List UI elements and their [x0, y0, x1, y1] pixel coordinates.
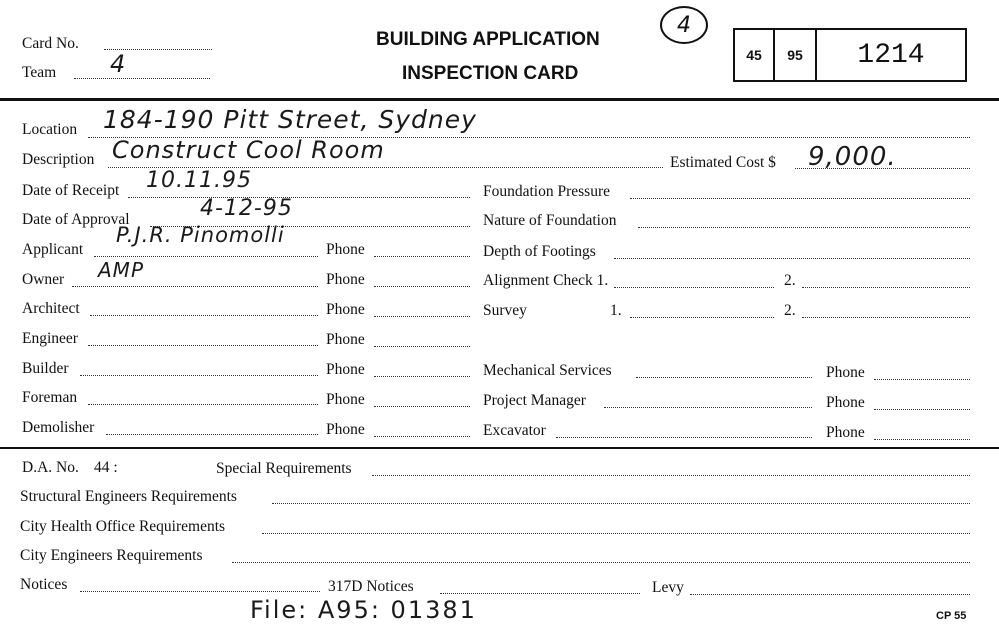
date-approval-label: Date of Approval [22, 211, 130, 228]
project-manager-label: Project Manager [483, 392, 586, 409]
levy-field[interactable] [690, 594, 970, 595]
notices-label: Notices [20, 576, 68, 593]
builder-label: Builder [22, 360, 69, 377]
architect-phone-label: Phone [326, 301, 365, 318]
engineer-phone-field[interactable] [374, 346, 470, 347]
owner-phone-field[interactable] [374, 286, 470, 287]
engineer-field[interactable] [88, 345, 318, 346]
survey-1-label: 1. [610, 302, 622, 319]
date-receipt-field[interactable] [128, 197, 470, 198]
survey-2-label: 2. [784, 302, 796, 319]
date-receipt-value: 10.11.95 [146, 168, 252, 193]
builder-phone-field[interactable] [374, 376, 470, 377]
architect-label: Architect [22, 300, 80, 317]
demolisher-label: Demolisher [22, 419, 95, 436]
health-requirements-label: City Health Office Requirements [20, 518, 226, 535]
project-manager-phone-field[interactable] [874, 409, 970, 410]
mechanical-label: Mechanical Services [483, 362, 612, 379]
engineer-phone-label: Phone [326, 331, 365, 348]
project-manager-field[interactable] [604, 407, 812, 408]
depth-footings-field[interactable] [614, 258, 970, 259]
engineer-label: Engineer [22, 330, 78, 347]
notices-field[interactable] [80, 591, 320, 592]
mechanical-phone-label: Phone [826, 364, 865, 381]
notices-317d-field[interactable] [440, 593, 640, 594]
owner-field[interactable] [72, 286, 318, 287]
card-no-label: Card No. [22, 35, 79, 52]
owner-phone-label: Phone [326, 271, 365, 288]
demolisher-phone-label: Phone [326, 421, 365, 438]
section-rule [0, 447, 999, 449]
health-requirements-field[interactable] [262, 533, 970, 534]
title-line-1: BUILDING APPLICATION [376, 29, 600, 50]
excavator-field[interactable] [556, 437, 812, 438]
box-year: 45 [746, 47, 762, 63]
city-engineers-requirements-label: City Engineers Requirements [20, 547, 203, 564]
survey-2-field[interactable] [802, 317, 970, 318]
survey-label: Survey [483, 302, 527, 319]
demolisher-phone-field[interactable] [374, 436, 470, 437]
builder-phone-label: Phone [326, 361, 365, 378]
da-no-label: D.A. No. [22, 459, 79, 476]
survey-1-field[interactable] [630, 317, 774, 318]
foreman-label: Foreman [22, 389, 78, 406]
notices-317d-label: 317D Notices [328, 578, 414, 595]
architect-field[interactable] [90, 315, 318, 316]
estimated-cost-value: 9,000. [808, 142, 897, 172]
foundation-pressure-label: Foundation Pressure [483, 183, 611, 200]
depth-footings-label: Depth of Footings [483, 243, 596, 260]
location-value: 184-190 Pitt Street, Sydney [103, 105, 477, 134]
structural-requirements-field[interactable] [272, 503, 970, 504]
applicant-phone-label: Phone [326, 241, 365, 258]
mechanical-field[interactable] [636, 377, 812, 378]
team-label: Team [22, 64, 57, 81]
alignment-check-label: Alignment Check 1. [483, 272, 609, 289]
project-manager-phone-label: Phone [826, 394, 865, 411]
form-code: CP 55 [936, 610, 967, 622]
applicant-label: Applicant [22, 241, 84, 258]
excavator-label: Excavator [483, 422, 546, 439]
title-line-2: INSPECTION CARD [402, 63, 579, 84]
applicant-phone-field[interactable] [374, 256, 470, 257]
applicant-value: P.J.R. Pinomolli [116, 223, 285, 247]
alignment-check-1-field[interactable] [614, 287, 774, 288]
applicant-field[interactable] [94, 256, 318, 257]
demolisher-field[interactable] [106, 434, 318, 435]
date-receipt-label: Date of Receipt [22, 182, 120, 199]
estimated-cost-label: Estimated Cost $ [670, 154, 776, 171]
excavator-phone-field[interactable] [874, 439, 970, 440]
city-engineers-requirements-field[interactable] [232, 562, 970, 563]
mechanical-phone-field[interactable] [874, 379, 970, 380]
excavator-phone-label: Phone [826, 424, 865, 441]
special-requirements-label: Special Requirements [216, 460, 352, 477]
header-rule [0, 98, 999, 101]
builder-field[interactable] [80, 375, 318, 376]
card-number-box [733, 28, 967, 82]
location-label: Location [22, 121, 78, 138]
foreman-phone-field[interactable] [374, 406, 470, 407]
alignment-check-2-field[interactable] [802, 287, 970, 288]
da-no-value: 44 : [94, 459, 118, 476]
team-field[interactable] [74, 78, 210, 79]
nature-foundation-label: Nature of Foundation [483, 212, 617, 229]
foundation-pressure-field[interactable] [630, 198, 970, 199]
owner-label: Owner [22, 271, 65, 288]
architect-phone-field[interactable] [374, 316, 470, 317]
box-number: 1214 [857, 39, 925, 71]
box-month: 95 [787, 47, 803, 63]
circled-number-value: 4 [677, 12, 691, 38]
levy-label: Levy [652, 579, 684, 596]
description-label: Description [22, 151, 95, 168]
file-reference: File: A95: 01381 [250, 596, 477, 624]
special-requirements-field[interactable] [372, 475, 970, 476]
description-value: Construct Cool Room [112, 136, 385, 164]
nature-foundation-field[interactable] [638, 227, 970, 228]
date-approval-value: 4-12-95 [200, 196, 293, 221]
alignment-check-2-label: 2. [784, 272, 796, 289]
circled-number [660, 6, 708, 44]
foreman-phone-label: Phone [326, 391, 365, 408]
owner-value: AMP [98, 258, 144, 282]
team-value: 4 [110, 50, 127, 78]
foreman-field[interactable] [88, 404, 318, 405]
structural-requirements-label: Structural Engineers Requirements [20, 488, 237, 505]
